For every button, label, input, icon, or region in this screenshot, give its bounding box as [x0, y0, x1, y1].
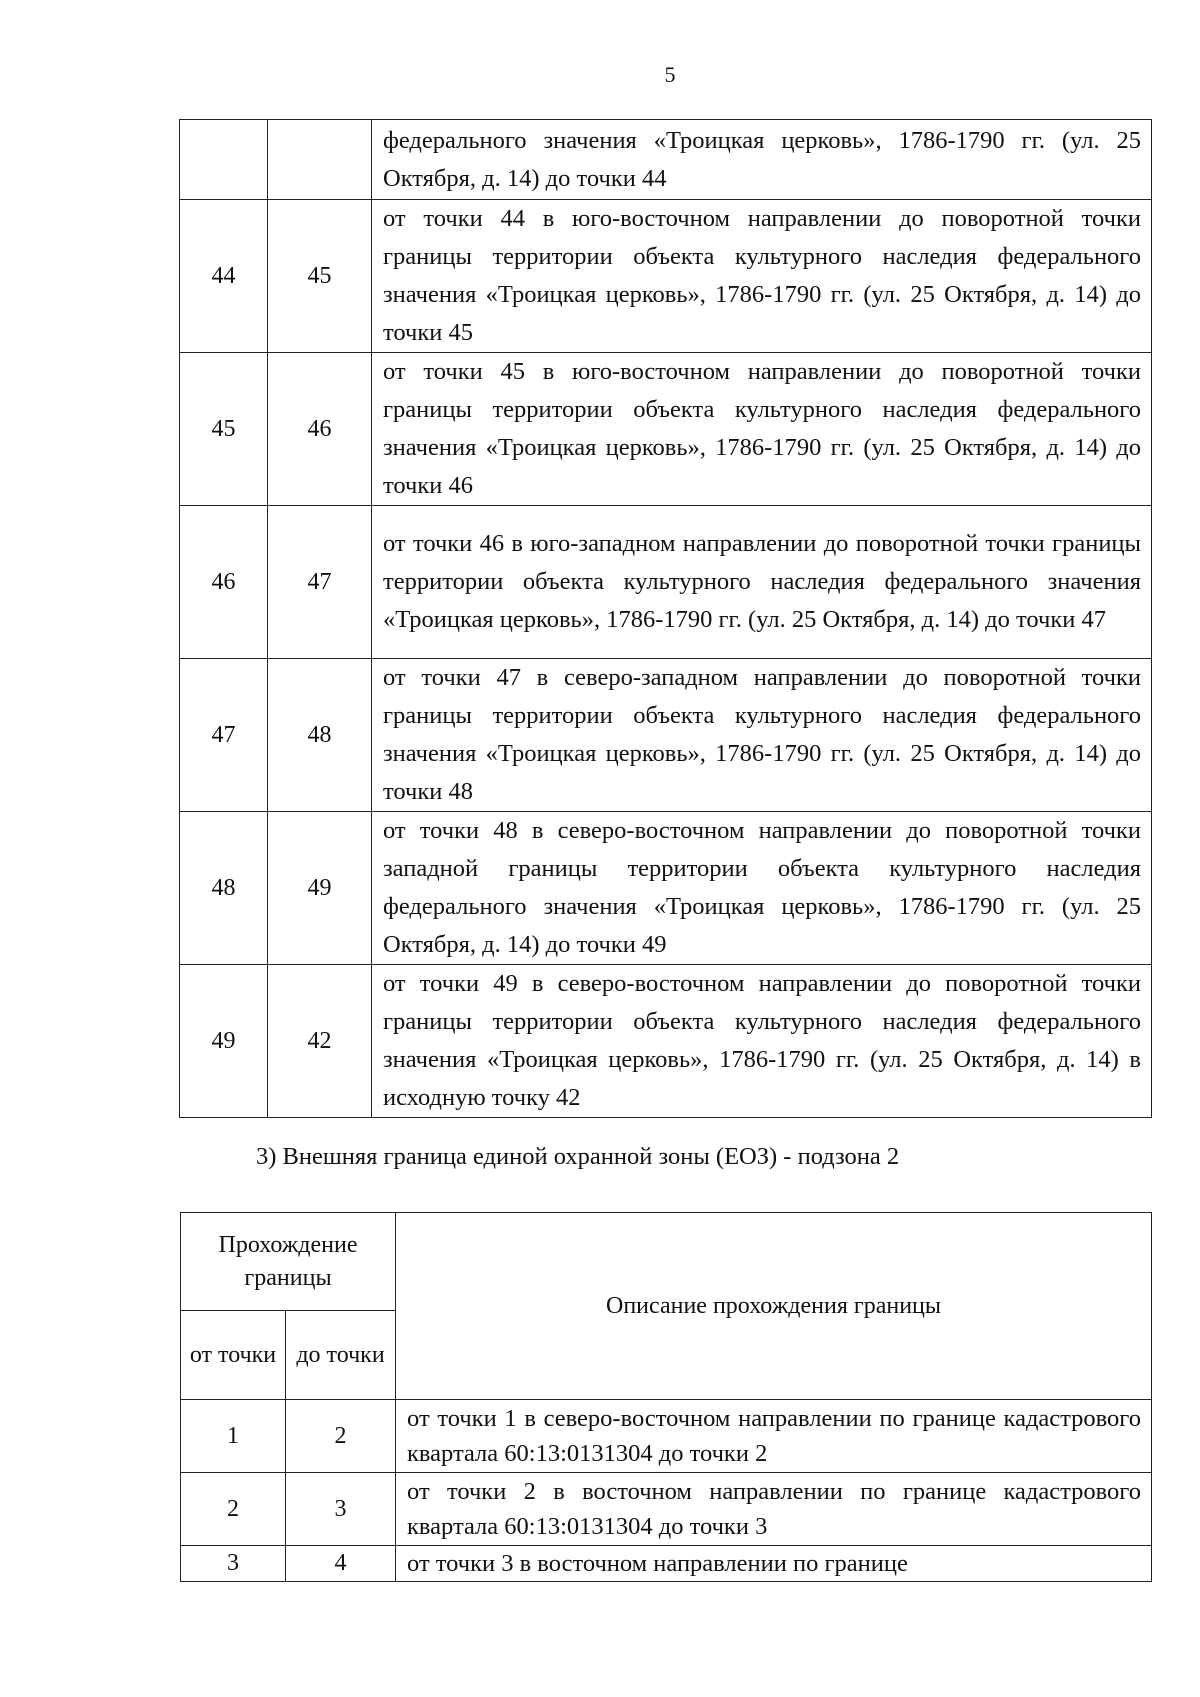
- table-row: [180, 812, 1152, 965]
- table-row: [180, 659, 1152, 812]
- description-cell: от точки 48 в северо-восточном направлении до поворотной точки западной границы территории объекта культурного наследия федерального значения «Троицкая церковь», 1786-1790 гг. (ул. 25 Октября, д. 14) до точки 49: [372, 812, 1152, 965]
- from-point-header: от точки: [181, 1311, 286, 1400]
- from-point-cell: [180, 120, 268, 200]
- from-point-cell: 45: [180, 353, 268, 506]
- table-row: [181, 1473, 1152, 1546]
- from-point-cell: 49: [180, 965, 268, 1118]
- table-row: [180, 200, 1152, 353]
- table-row: [181, 1400, 1152, 1473]
- from-point-cell: 44: [180, 200, 268, 353]
- to-point-cell: 49: [268, 812, 372, 965]
- to-point-cell: 4: [286, 1546, 396, 1582]
- to-point-header: до точки: [286, 1311, 396, 1400]
- from-point-cell: 1: [181, 1400, 286, 1473]
- from-point-cell: 46: [180, 506, 268, 659]
- from-point-cell: 3: [181, 1546, 286, 1582]
- description-cell: от точки 49 в северо-восточном направлении до поворотной точки границы территории объекта культурного наследия федерального значения «Троицкая церковь», 1786-1790 гг. (ул. 25 Октября, д. 14) в исходную точку 42: [372, 965, 1152, 1118]
- outer-boundary-table: [180, 1212, 1152, 1582]
- from-point-cell: 47: [180, 659, 268, 812]
- table-row: [180, 120, 1152, 200]
- description-cell: от точки 1 в северо-восточном направлении по границе кадастрового квартала 60:13:0131304 до точки 2: [396, 1400, 1152, 1473]
- from-point-cell: 2: [181, 1473, 286, 1546]
- description-cell: федерального значения «Троицкая церковь», 1786-1790 гг. (ул. 25 Октября, д. 14) до точки 44: [372, 120, 1152, 200]
- to-point-cell: [268, 120, 372, 200]
- to-point-cell: 3: [286, 1473, 396, 1546]
- to-point-cell: 48: [268, 659, 372, 812]
- description-cell: от точки 2 в восточном направлении по границе кадастрового квартала 60:13:0131304 до точки 3: [396, 1473, 1152, 1546]
- table-row: [180, 506, 1152, 659]
- page-number: 5: [664, 62, 676, 87]
- description-cell: от точки 47 в северо-западном направлении до поворотной точки границы территории объекта культурного наследия федерального значения «Троицкая церковь», 1786-1790 гг. (ул. 25 Октября, д. 14) до точки 48: [372, 659, 1152, 812]
- description-cell: от точки 44 в юго-восточном направлении до поворотной точки границы территории объекта культурного наследия федерального значения «Троицкая церковь», 1786-1790 гг. (ул. 25 Октября, д. 14) до точки 45: [372, 200, 1152, 353]
- to-point-cell: 46: [268, 353, 372, 506]
- to-point-cell: 42: [268, 965, 372, 1118]
- description-header: Описание прохождения границы: [396, 1213, 1152, 1400]
- from-point-cell: 48: [180, 812, 268, 965]
- description-cell: от точки 45 в юго-восточном направлении до поворотной точки границы территории объекта культурного наследия федерального значения «Троицкая церковь», 1786-1790 гг. (ул. 25 Октября, д. 14) до точки 46: [372, 353, 1152, 506]
- table-header-row: [181, 1213, 1152, 1311]
- table-row: [181, 1546, 1152, 1582]
- description-cell: от точки 46 в юго-западном направлении до поворотной точки границы территории объекта культурного наследия федерального значения «Троицкая церковь», 1786-1790 гг. (ул. 25 Октября, д. 14) до точки 47: [372, 506, 1152, 659]
- description-cell: от точки 3 в восточном направлении по границе: [396, 1546, 1152, 1582]
- passage-header: Прохождение границы: [181, 1213, 396, 1311]
- to-point-cell: 2: [286, 1400, 396, 1473]
- to-point-cell: 45: [268, 200, 372, 353]
- section-heading: 3) Внешняя граница единой охранной зоны (ЕОЗ) - подзона 2: [256, 1143, 900, 1170]
- to-point-cell: 47: [268, 506, 372, 659]
- table-row: [180, 965, 1152, 1118]
- boundary-points-table-continued: [179, 119, 1152, 1118]
- table-row: [180, 353, 1152, 506]
